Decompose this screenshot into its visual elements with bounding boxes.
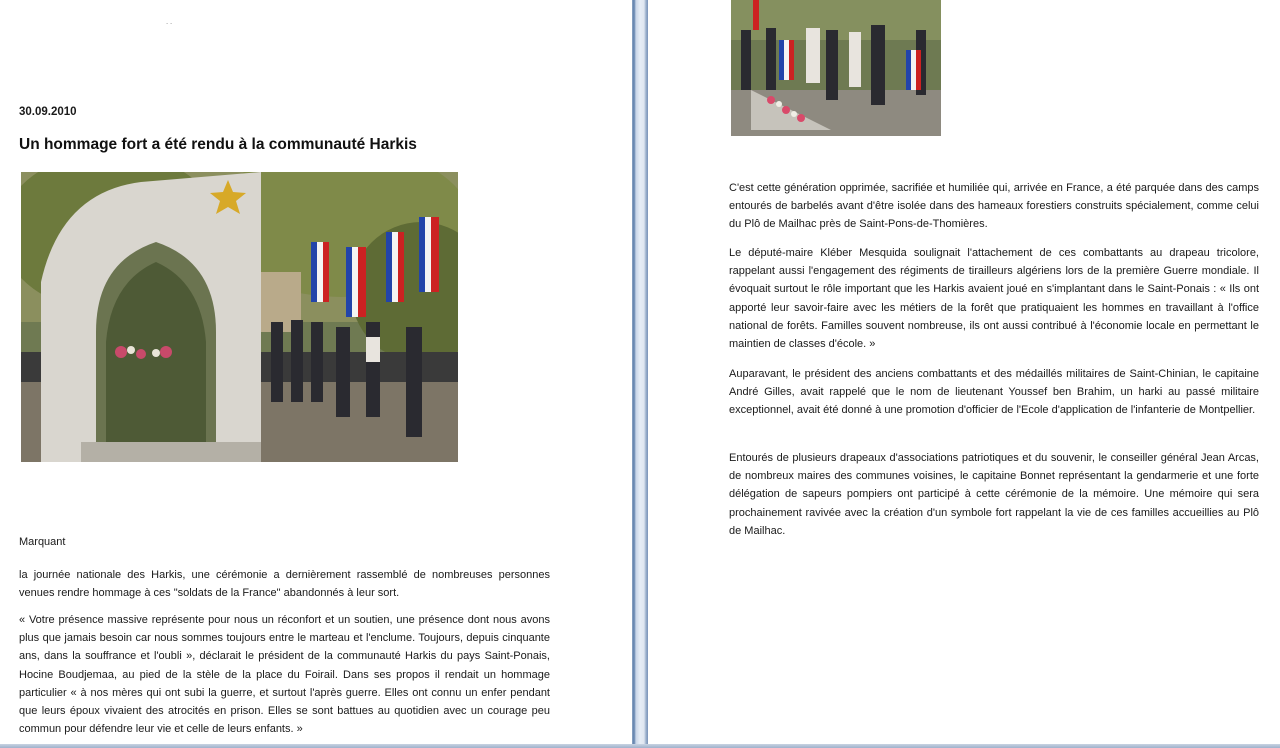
paragraph: Entourés de plusieurs drapeaux d'associations patriotiques et du souvenir, le conseiller général Jean Arcas, de nombreux maires des communes voisines, le capitaine Bonnet représentant la gendarmerie et une forte délégation de sapeurs pompiers ont participé à cette cérémonie de la mémoire. Une mémoire qui sera prochainement ravivée avec la création d'un symbole fort rappelant la vie de ces familles accueillies au Plô de Mailhac. [729,452,1259,537]
paragraph: Le député-maire Kléber Mesquida soulignait l'attachement de ces combattants au drapeau tricolore, rappelant aussi l'engagement des régiments de tirailleurs algériens lors de la première Guerre mondiale. Il évoquait surtout le rôle important que les Harkis avaient joué en s'implantant dans le Saint-Ponais : « Ils ont apporté leur savoir-faire avec les métiers de la forêt que pratiquaient les hommes en travaillant à l'office national de forêts. Familles souvent nombreuse, ils ont aussi contribué à l'économie locale en permettant le maintien de classes d'école. » [729,247,1259,351]
document-page-left [0,0,632,748]
paragraph: « Votre présence massive représente pour nous un réconfort et un soutien, une présence dont nous avons plus que jamais besoin car nous sommes toujours entre le marteau et l'enclume. Toujours, depuis cinquante ans, dans la souffrance et l'oubli », déclarait le président de la communauté Harkis du pays Saint-Ponais, Hocine Boudjemaa, au pied de la stèle de la place du Foirail. Dans ses propos il rendait un hommage particulier « à nos mères qui ont subi la guerre, et surtout l'après guerre. Elles ont connu un enfer pendant que leurs époux vivaient des atrocités en prison. Elles se sont battues au quotidien avec un courage peu commun pour défendre leur vie et celle de leurs enfants. » [19,614,550,736]
ceremony-photo-top [731,0,941,136]
paragraph: la journée nationale des Harkis, une cérémonie a dernièrement rassemblé de nombreuses personnes venues rendre hommage à ces "soldats de la France" abandonnés à leur sort. [19,569,550,600]
paragraph: Auparavant, le président des anciens combattants et des médaillés militaires de Saint-Chinian, le capitaine André Gilles, avait rappelé que le nom de lieutenant Youssef ben Brahim, un harki au passé militaire exceptionnel, avait été donné à une promotion d'officier de l'Ecole d'application de l'infanterie de Montpellier. [729,368,1259,417]
page-speck: ˙˙ [166,22,174,32]
paragraph: C'est cette génération opprimée, sacrifiée et humiliée qui, arrivée en France, a été parquée dans des camps entourés de barbelés avant d'être isolée dans des hameaux forestiers construits spécialement, comme celui du Plô de Mailhac près de Saint-Pons-de-Thomières. [729,182,1259,231]
window-bottom-edge [0,744,1280,748]
page-divider [632,0,648,748]
article-title: Un hommage fort a été rendu à la communauté Harkis [19,136,417,153]
article-date: 30.09.2010 [19,106,77,118]
article-subheading: Marquant [19,536,66,548]
ceremony-photo [21,172,458,462]
